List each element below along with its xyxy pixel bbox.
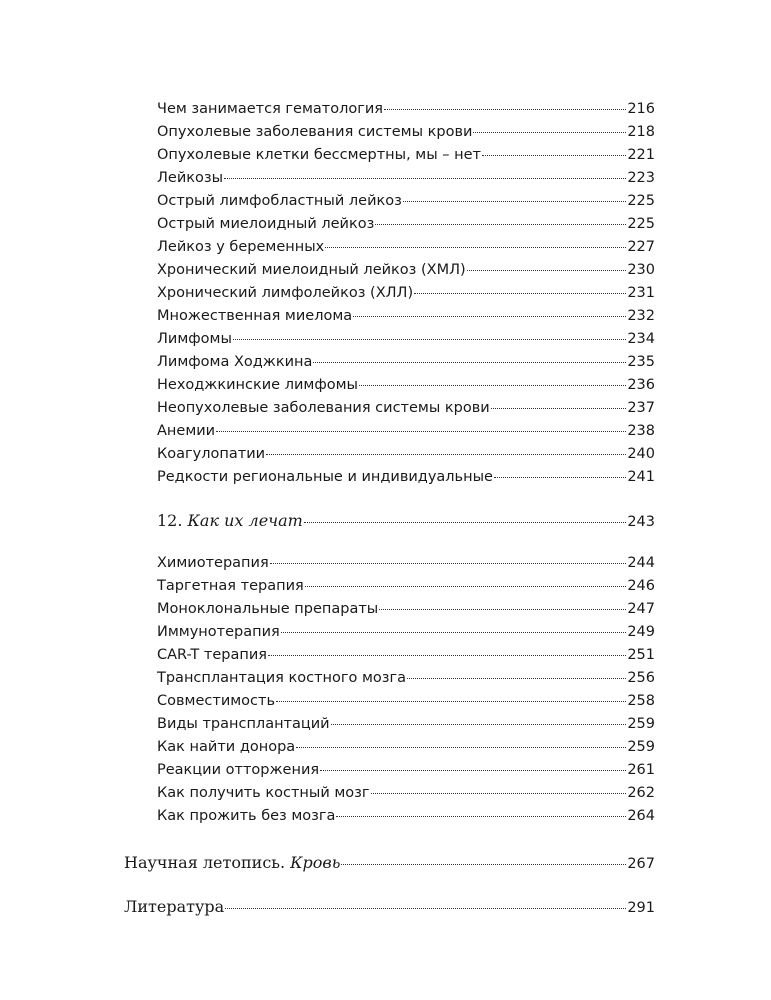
- toc-entry[interactable]: [157, 216, 655, 232]
- dot-leader: [482, 155, 626, 156]
- toc-entry-page: 259: [627, 716, 655, 732]
- toc-entry-page: 243: [627, 514, 655, 530]
- toc-entry-title: Опухолевые клетки бессмертны, мы – нет: [157, 147, 481, 163]
- dot-leader: [414, 293, 626, 294]
- toc-entry[interactable]: [157, 377, 655, 393]
- toc-entry-page: 230: [627, 262, 655, 278]
- dot-leader: [341, 864, 626, 865]
- toc-entry[interactable]: [157, 239, 655, 255]
- toc-entry[interactable]: [157, 400, 655, 416]
- toc-entry[interactable]: [157, 601, 655, 617]
- dot-leader: [313, 362, 626, 363]
- toc-entry-page: 291: [627, 900, 655, 916]
- dot-leader: [233, 339, 626, 340]
- dot-leader: [266, 454, 626, 455]
- toc-entry-title: Таргетная терапия: [157, 578, 304, 594]
- toc-chronicle[interactable]: [124, 853, 655, 872]
- dot-leader: [375, 224, 626, 225]
- toc-entry-title: Лейкозы: [157, 170, 224, 186]
- toc-entry-page: 237: [627, 400, 655, 416]
- toc-entry-title: Редкости региональные и индивидуальные: [157, 469, 493, 485]
- toc-entry-page: 231: [627, 285, 655, 301]
- toc-entry-page: 225: [627, 193, 655, 209]
- toc-entry-page: 246: [627, 578, 655, 594]
- dot-leader: [296, 747, 626, 748]
- toc-entry[interactable]: [157, 578, 655, 594]
- toc-entry-page: 240: [627, 446, 655, 462]
- toc-entry-title: Реакции отторжения: [157, 762, 320, 778]
- toc-entry-page: 247: [627, 601, 655, 617]
- toc-entry-page: 238: [627, 423, 655, 439]
- dot-leader: [225, 908, 626, 909]
- toc-entry-page: 261: [627, 762, 655, 778]
- toc-entry-page: 216: [627, 101, 655, 117]
- toc-entry-title: Множественная миелома: [157, 308, 353, 324]
- toc-entry-page: 225: [627, 216, 655, 232]
- literature-title: Литература: [124, 897, 225, 916]
- toc-entry-title: Острый лимфобластный лейкоз: [157, 193, 402, 209]
- dot-leader: [270, 563, 627, 564]
- toc-entry-page: 232: [627, 308, 655, 324]
- toc-entry-title: Химиотерапия: [157, 555, 269, 571]
- toc-entry-page: 249: [627, 624, 655, 640]
- toc-entry-title: Как получить костный мозг: [157, 785, 370, 801]
- toc-entry[interactable]: [157, 331, 655, 347]
- toc-entry-title: Иммунотерапия: [157, 624, 280, 640]
- dot-leader: [491, 408, 627, 409]
- dot-leader: [216, 431, 626, 432]
- toc-entry[interactable]: [157, 670, 655, 686]
- toc-entry[interactable]: [157, 739, 655, 755]
- toc-entry-title: Трансплантация костного мозга: [157, 670, 406, 686]
- toc-entry-title: Хронический лимфолейкоз (ХЛЛ): [157, 285, 414, 301]
- toc-entry-title: Моноклональные препараты: [157, 601, 379, 617]
- toc-entry-page: 235: [627, 354, 655, 370]
- chapter-number: 12.: [157, 511, 183, 530]
- toc-entry[interactable]: [157, 808, 655, 824]
- chronicle-prefix: Научная летопись.: [124, 853, 286, 872]
- toc-entry[interactable]: [157, 624, 655, 640]
- toc-entry-title: Хронический миелоидный лейкоз (ХМЛ): [157, 262, 466, 278]
- dot-leader: [403, 201, 626, 202]
- dot-leader: [320, 770, 626, 771]
- toc-entry-title: Лейкоз у беременных: [157, 239, 325, 255]
- toc-entry-page: 241: [627, 469, 655, 485]
- toc-entry-page: 218: [627, 124, 655, 140]
- toc-entry-title: Неходжкинские лимфомы: [157, 377, 358, 393]
- dot-leader: [336, 816, 626, 817]
- toc-literature[interactable]: [124, 897, 655, 916]
- toc-entry-title: CAR-T терапия: [157, 647, 267, 663]
- toc-entry-title: Лимфомы: [157, 331, 232, 347]
- toc-entry-page: 259: [627, 739, 655, 755]
- toc-entry[interactable]: [157, 693, 655, 709]
- toc-entry-page: 221: [627, 147, 655, 163]
- toc-entry[interactable]: [157, 446, 655, 462]
- toc-entry-title: Чем занимается гематология: [157, 101, 383, 117]
- toc-entry[interactable]: [157, 308, 655, 324]
- toc-entry[interactable]: [157, 101, 655, 117]
- dot-leader: [281, 632, 627, 633]
- toc-entry-page: 251: [627, 647, 655, 663]
- toc-entry-title: Острый миелоидный лейкоз: [157, 216, 375, 232]
- toc-entry[interactable]: [157, 262, 655, 278]
- dot-leader: [379, 609, 626, 610]
- toc-entry[interactable]: [157, 354, 655, 370]
- dot-leader: [305, 586, 627, 587]
- dot-leader: [359, 385, 626, 386]
- toc-entry-page: 234: [627, 331, 655, 347]
- toc-entry-title: Опухолевые заболевания системы крови: [157, 124, 473, 140]
- toc-entry-title: Коагулопатии: [157, 446, 266, 462]
- dot-leader: [467, 270, 627, 271]
- toc-entry-page: 223: [627, 170, 655, 186]
- toc-entry-page: 227: [627, 239, 655, 255]
- toc-entry-title: Виды трансплантаций: [157, 716, 330, 732]
- toc-entry-title: Как прожить без мозга: [157, 808, 336, 824]
- dot-leader: [494, 477, 626, 478]
- toc-entry[interactable]: [157, 285, 655, 301]
- toc-entry-page: 236: [627, 377, 655, 393]
- toc-entry-page: 258: [627, 693, 655, 709]
- toc-chapter-12[interactable]: [157, 511, 655, 530]
- toc-entry[interactable]: [157, 124, 655, 140]
- toc-entry[interactable]: [157, 555, 655, 571]
- toc-entry-title: Лимфома Ходжкина: [157, 354, 313, 370]
- toc-entry[interactable]: [157, 193, 655, 209]
- toc-entry-page: 256: [627, 670, 655, 686]
- dot-leader: [224, 178, 626, 179]
- dot-leader: [384, 109, 626, 110]
- toc-entry-title: Анемии: [157, 423, 216, 439]
- dot-leader: [304, 522, 626, 523]
- toc-entry-title: Как найти донора: [157, 739, 296, 755]
- toc-entry[interactable]: [157, 716, 655, 732]
- dot-leader: [325, 247, 626, 248]
- toc-entry-title: Неопухолевые заболевания системы крови: [157, 400, 490, 416]
- dot-leader: [371, 793, 627, 794]
- toc-entry-title: Совместимость: [157, 693, 276, 709]
- chapter-title: Как их лечат: [187, 511, 303, 530]
- dot-leader: [331, 724, 627, 725]
- dot-leader: [276, 701, 626, 702]
- toc-entry-page: 264: [627, 808, 655, 824]
- dot-leader: [353, 316, 626, 317]
- toc-entry[interactable]: [157, 423, 655, 439]
- toc-entry-page: 262: [627, 785, 655, 801]
- toc-entry[interactable]: [157, 647, 655, 663]
- dot-leader: [473, 132, 626, 133]
- toc-entry[interactable]: [157, 147, 655, 163]
- toc-entry[interactable]: [157, 762, 655, 778]
- dot-leader: [407, 678, 626, 679]
- chronicle-title: Кровь: [290, 853, 341, 872]
- toc-entry-page: 267: [627, 856, 655, 872]
- toc-entry-page: 244: [627, 555, 655, 571]
- toc-entry[interactable]: [157, 170, 655, 186]
- toc-entry[interactable]: [157, 469, 655, 485]
- dot-leader: [268, 655, 626, 656]
- toc-entry[interactable]: [157, 785, 655, 801]
